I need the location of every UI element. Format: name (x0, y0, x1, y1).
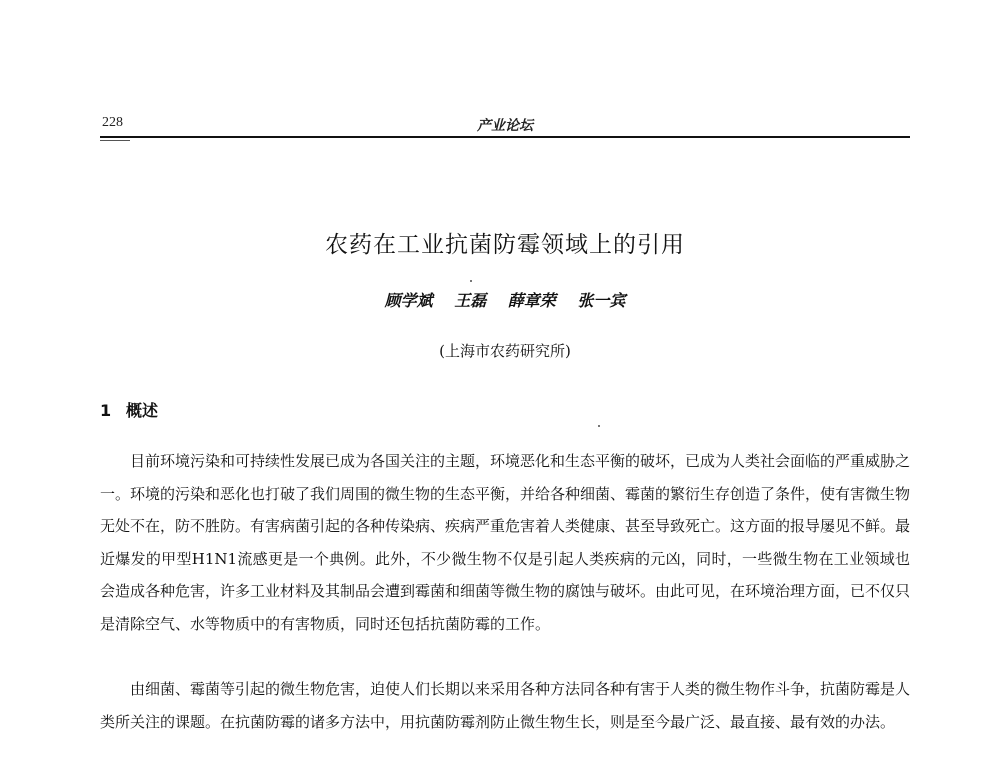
running-header (100, 115, 910, 135)
body-paragraph: 由细菌、霉菌等引起的微生物危害，迫使人们长期以来采用各种方法同各种有害于人类的微生物作斗争，抗菌防霉是人类所关注的课题。在抗菌防霉的诸多方法中，用抗菌防霉剂防止微生物生长，则是至今最广泛、最直接、最有效的办法。 (100, 680, 911, 731)
affiliation: (上海市农药研究所) (439, 342, 571, 360)
author-name: 王磊 (454, 291, 487, 310)
page-number: 228 (102, 115, 123, 130)
author-name: 张一宾 (577, 291, 626, 310)
body-paragraph: 目前环境污染和可持续性发展已成为各国关注的主题，环境恶化和生态平衡的破坏，已成为人类社会面临的严重威胁之一。环境的污染和恶化也打破了我们周围的微生物的生态平衡，并给各种细菌、霉菌的繁衍生存创造了条件，使有害微生物无处不在，防不胜防。有害病菌引起的各种传染病、疾病严重危害着人类健康、甚至导致死亡。这方面的报导屡见不鲜。最近爆发的甲型H1N1流感更是一个典例。此外，不少微生物不仅是引起人类疾病的元凶，同时，一些微生物在工业领域也会造成各种危害，许多工业材料及其制品会遭到霉菌和细菌等微生物的腐蚀与破坏。由此可见，在环境治理方面，已不仅只是清除空气、水等物质中的有害物质，同时还包括抗菌防霉的工作。 (100, 452, 911, 633)
section-title: 概述 (126, 401, 159, 420)
article-title: 农药在工业抗菌防霉领域上的引用 (325, 232, 685, 258)
section-name: 产业论坛 (477, 118, 533, 134)
author-list (100, 288, 910, 311)
section-heading (100, 398, 158, 421)
author-name: 顾学斌 (384, 291, 433, 310)
scan-speck (470, 280, 472, 282)
scan-speck (598, 425, 600, 427)
header-rule (100, 136, 910, 138)
section-number: 1 (100, 401, 112, 420)
author-name: 薛章荣 (507, 291, 556, 310)
header-rule-accent (100, 140, 130, 141)
